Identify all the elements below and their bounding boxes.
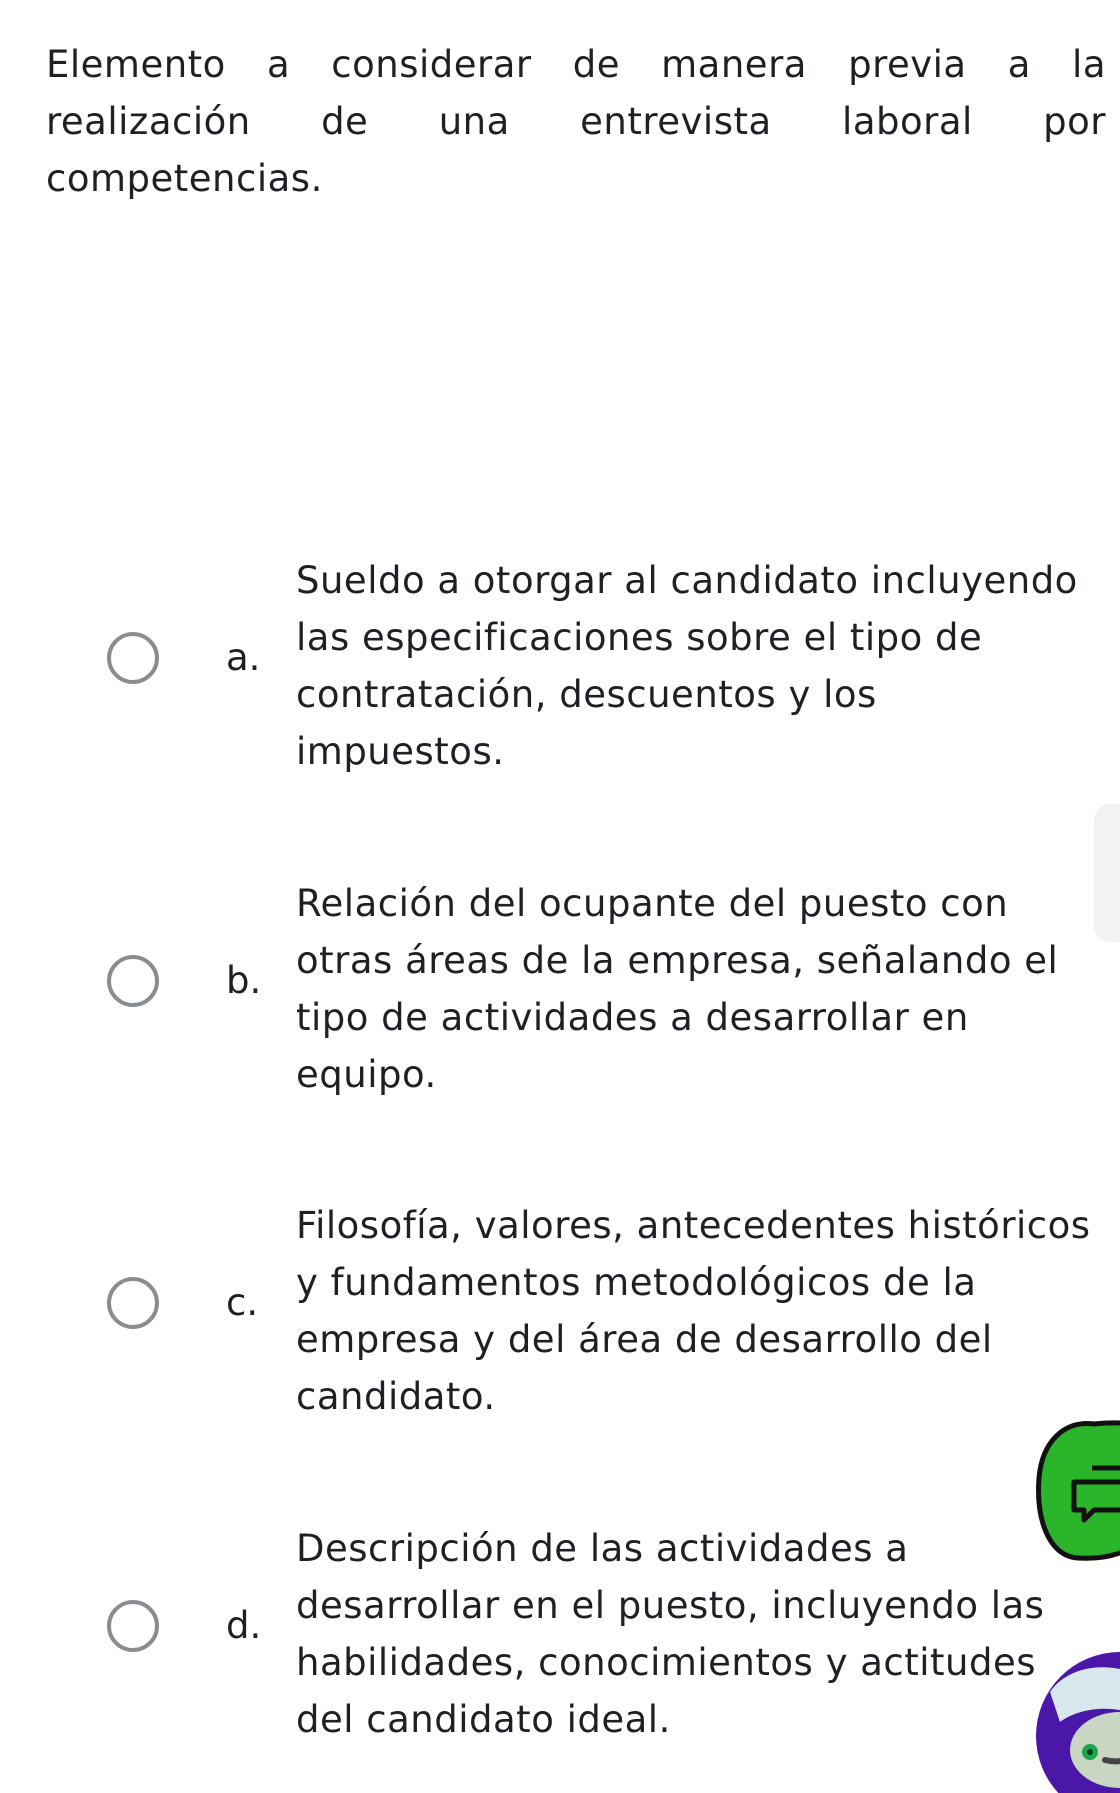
- radio-button[interactable]: [107, 1600, 159, 1652]
- assistant-mascot-icon: [1020, 1652, 1120, 1793]
- answer-text: Filosofía, valores, antecedentes históricos y fundamentos metodológicos de la empresa y del área de desarrollo del candidato.: [296, 1204, 1091, 1418]
- answer-option-a[interactable]: [0, 552, 1120, 812]
- answer-letter: c.: [226, 1281, 259, 1324]
- answer-letter: b.: [226, 959, 262, 1002]
- answer-option-d[interactable]: [0, 1520, 1120, 1780]
- chat-button[interactable]: [1034, 1418, 1120, 1564]
- radio-button[interactable]: [107, 1277, 159, 1329]
- answer-letter: d.: [226, 1604, 262, 1647]
- chat-bubbles-icon: [1034, 1418, 1120, 1564]
- answer-text: Sueldo a otorgar al candidato incluyendo las especificaciones sobre el tipo de contratación, descuentos y los impuestos.: [296, 559, 1078, 773]
- radio-button[interactable]: [107, 632, 159, 684]
- answer-letter: a.: [226, 636, 261, 679]
- answer-option-c[interactable]: [0, 1197, 1120, 1457]
- answer-option-b[interactable]: [0, 875, 1120, 1135]
- radio-button[interactable]: [107, 955, 159, 1007]
- answer-text: Descripción de las actividades a desarrollar en el puesto, incluyendo las habilidades, conocimientos y actitudes del candidato ideal.: [296, 1527, 1045, 1741]
- side-scroll-tab[interactable]: [1094, 804, 1120, 942]
- question-text: Elemento a considerar de manera previa a la realización de una entrevista laboral por competencias.: [46, 43, 1106, 200]
- answer-text: Relación del ocupante del puesto con otras áreas de la empresa, señalando el tipo de actividades a desarrollar en equipo.: [296, 882, 1059, 1096]
- assistant-mascot[interactable]: [1020, 1652, 1120, 1793]
